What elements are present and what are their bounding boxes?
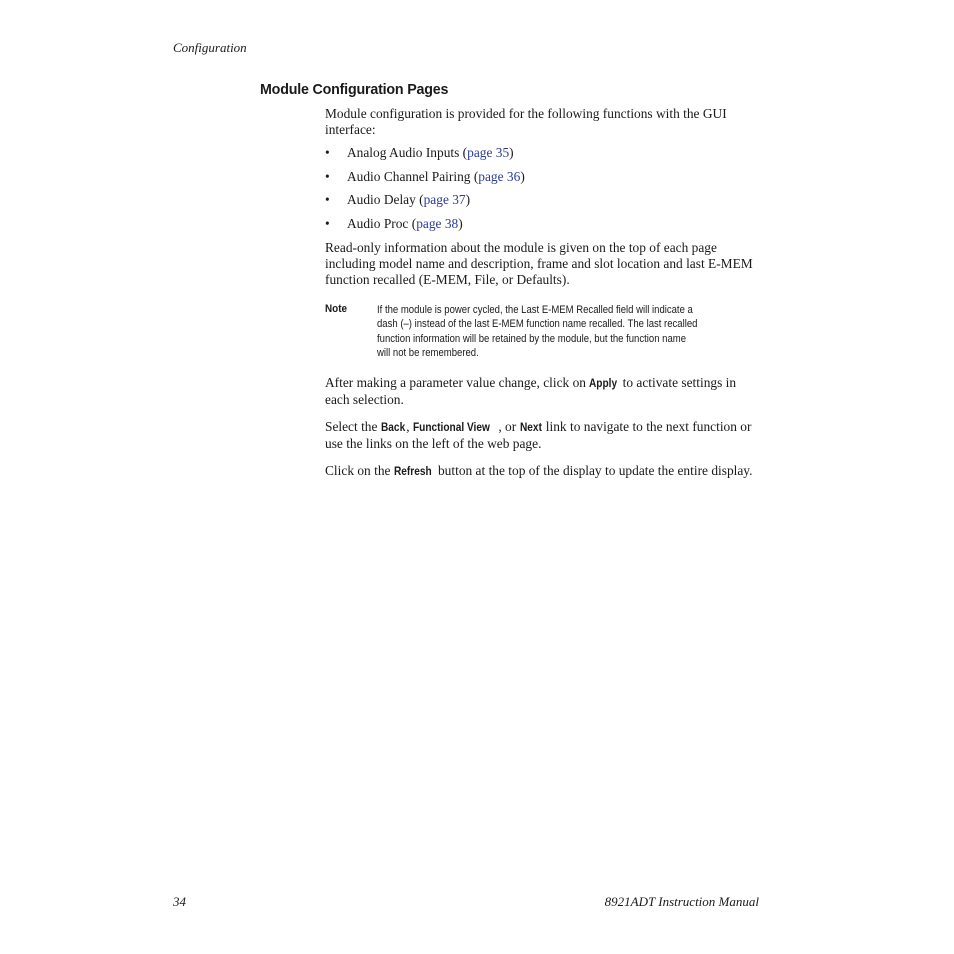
- refresh-text-after: button at the top of the display to update the entire display.: [434, 463, 753, 478]
- list-item: [325, 169, 525, 193]
- select-text-before: Select the: [325, 419, 381, 434]
- function-label: Audio Channel Pairing (: [347, 168, 479, 184]
- intro-paragraph: Module configuration is provided for the following functions with the GUI interface:: [325, 106, 727, 137]
- navigation-paragraph: [325, 419, 761, 452]
- list-item: [325, 145, 525, 169]
- select-sep-2: , or: [498, 419, 520, 434]
- function-close: ): [509, 145, 514, 160]
- manual-title: 8921ADT Instruction Manual: [604, 894, 759, 909]
- apply-text-after: to activate settings in each selection.: [325, 375, 737, 407]
- next-term: Next: [519, 422, 542, 434]
- refresh-paragraph: [325, 463, 761, 480]
- refresh-text-before: Click on the: [325, 463, 394, 478]
- bullet: •: [325, 145, 330, 160]
- note-text: If the module is power cycled, the Last E-MEM Recalled field will indicate a dash (–) instead of the last E-MEM function name recalled. The last recalled function information will be retained by the module, but the function name will not be remembered.: [377, 304, 698, 359]
- page-link[interactable]: page 38: [416, 215, 459, 231]
- page-number: 34: [173, 894, 186, 909]
- section-heading: Module Configuration Pages: [260, 81, 449, 98]
- note-label: Note: [325, 303, 348, 315]
- function-label: Audio Proc (: [347, 215, 417, 231]
- apply-text-before: After making a parameter value change, click on: [325, 375, 590, 390]
- function-close: ): [520, 168, 525, 184]
- bullet: •: [325, 192, 330, 208]
- page-link[interactable]: page 35: [467, 145, 510, 160]
- bullet: •: [325, 168, 330, 184]
- function-close: ): [458, 215, 463, 231]
- select-sep-1: ,: [406, 419, 413, 434]
- apply-paragraph: [325, 375, 761, 408]
- apply-term: Apply: [589, 378, 618, 390]
- refresh-term: Refresh: [393, 466, 432, 478]
- bullet: •: [325, 215, 330, 231]
- page-link[interactable]: page 36: [478, 168, 521, 184]
- page-link[interactable]: page 37: [423, 192, 466, 208]
- select-text-after: link to navigate to the next function or use the links on the left of the web page.: [325, 419, 752, 451]
- running-header: Configuration: [173, 40, 247, 55]
- function-label: Audio Delay (: [347, 192, 424, 208]
- list-item: [325, 192, 525, 216]
- back-term: Back: [380, 422, 405, 434]
- list-item: [325, 216, 525, 240]
- function-label: Analog Audio Inputs (: [347, 145, 468, 160]
- function-list: [325, 145, 525, 239]
- functional-view-term: Functional View: [412, 422, 490, 434]
- function-close: ): [465, 192, 471, 208]
- readonly-info-paragraph: Read-only information about the module is given on the top of each page including model name and description, frame and slot location and last E-MEM function recalled (E-MEM, File, or Defaults).: [325, 240, 753, 287]
